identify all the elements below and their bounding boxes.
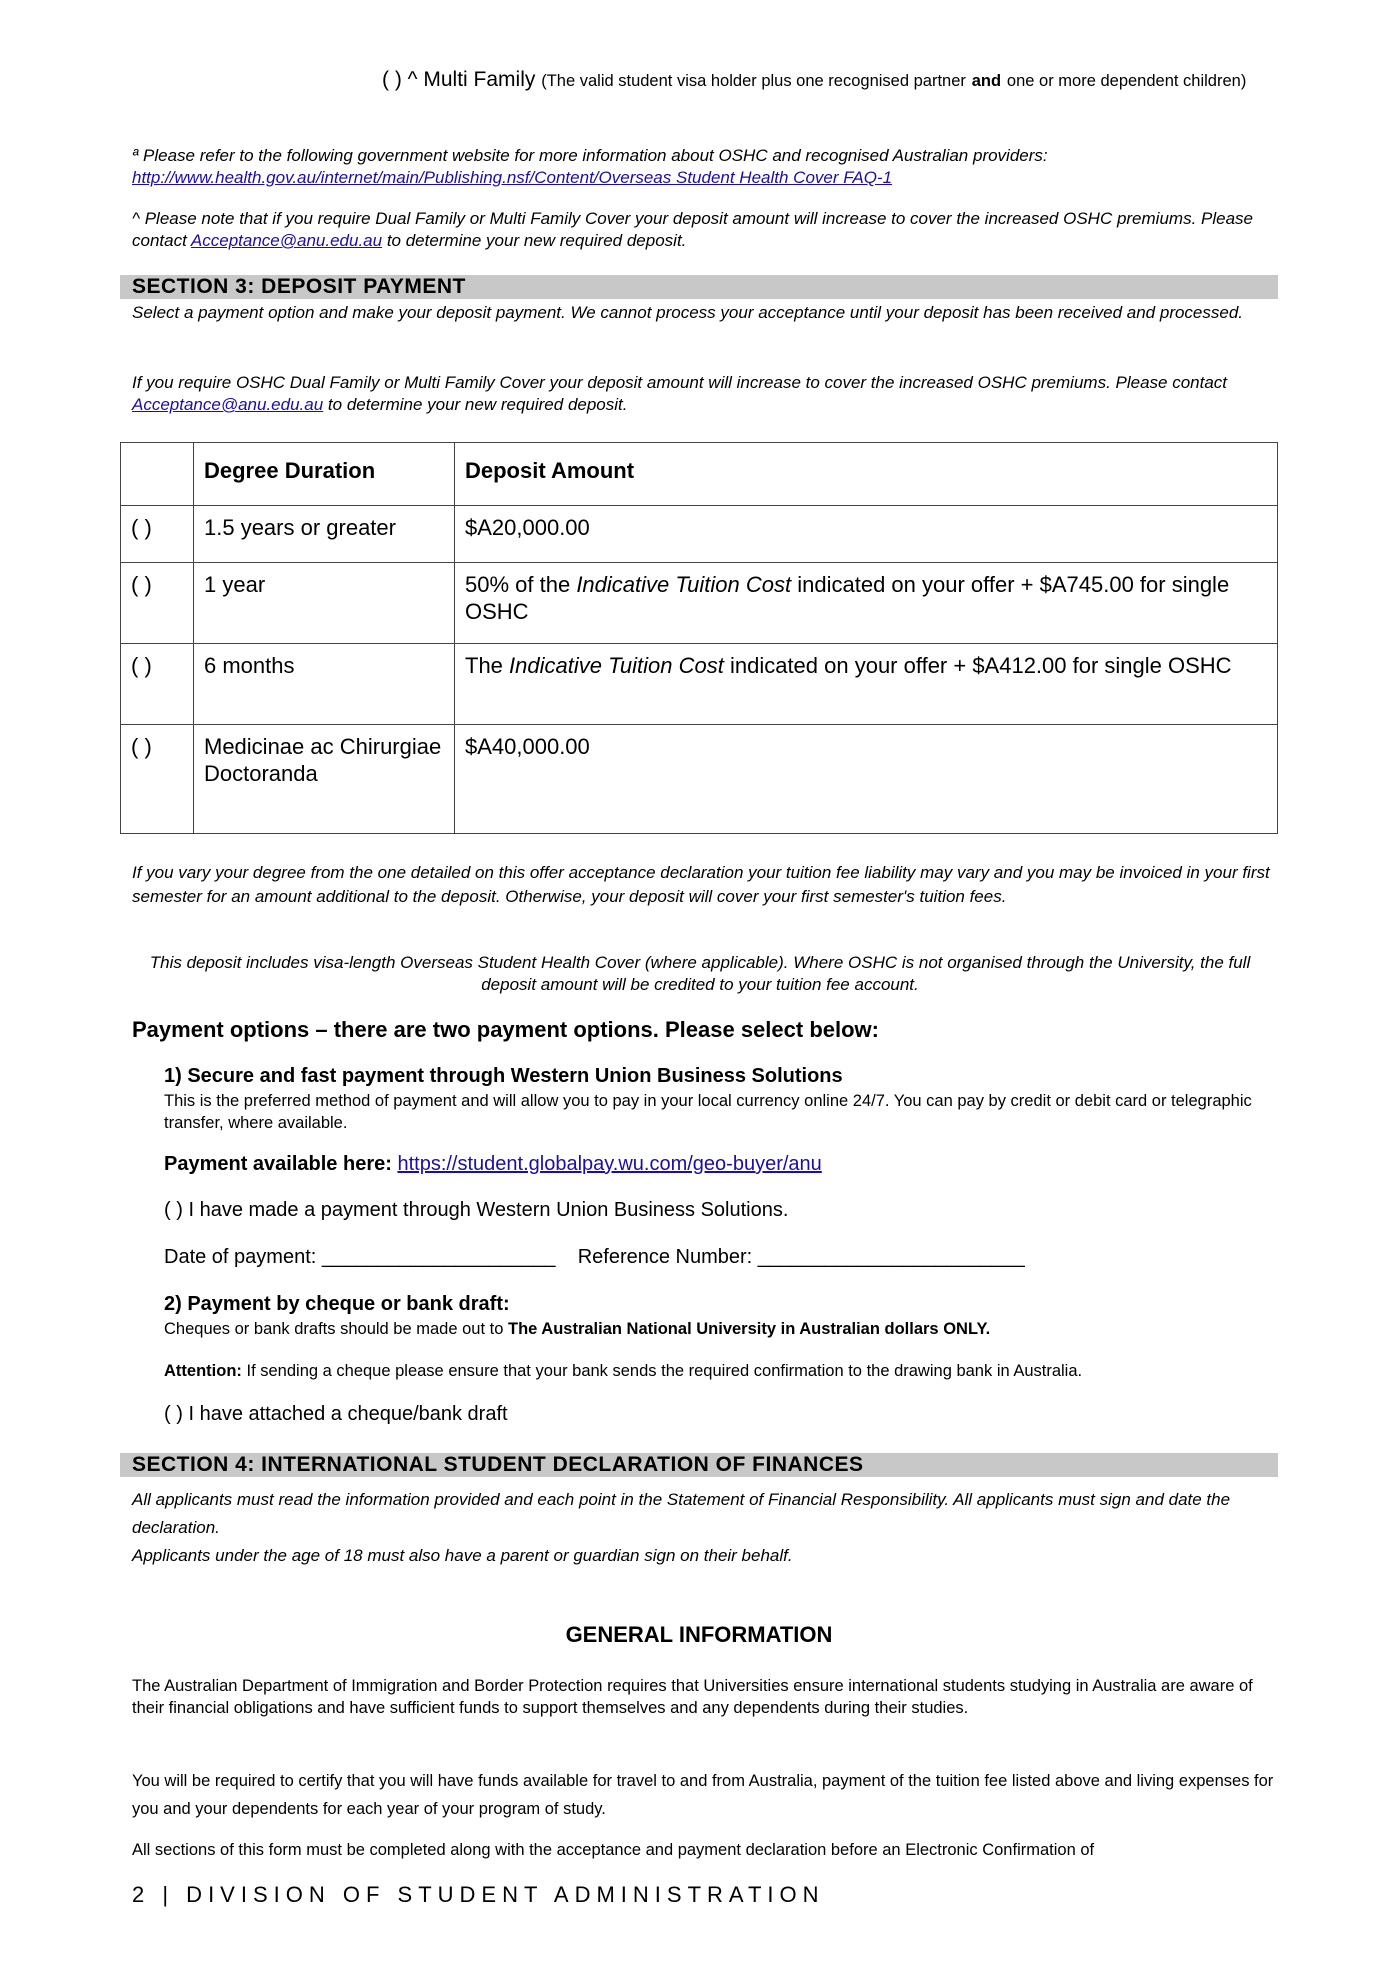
western-union-check-line [164, 1199, 788, 1222]
reference-number-label: Reference Number: [577, 1246, 753, 1268]
cheque-check-line [164, 1403, 508, 1426]
multi-family-label: ^ Multi Family [407, 68, 536, 91]
cheque-check-label: I have attached a cheque/bank draft [188, 1403, 508, 1425]
option-2-desc-bold: The Australian National University in Australian dollars ONLY. [507, 1320, 991, 1338]
deposit-table-header [121, 443, 1278, 506]
western-union-check-label: I have made a payment through Western Union Business Solutions. [188, 1199, 789, 1221]
deposit-table [120, 442, 1278, 834]
attention-note [164, 1360, 1264, 1382]
family-cover-note-text: ^ Please note that if you require Dual Family or Multi Family Cover your deposit amount will increase to cover the increased OSHC premiums. Please contact [132, 209, 1253, 250]
table-row [121, 506, 1278, 563]
general-information-heading: GENERAL INFORMATION [565, 1622, 833, 1647]
multi-family-checkbox[interactable]: ( ) [382, 68, 402, 91]
option-1-desc: This is the preferred method of payment and will allow you to pay in your local currency online 24/7. You can pay by credit or debit card or telegraphic transfer, where available. [164, 1092, 1252, 1132]
general-info-p3: All sections of this form must be completed along with the acceptance and payment declaration before an Electronic Confirmation of [132, 1841, 1095, 1859]
row-amount: $A40,000.00 [455, 725, 1278, 834]
general-info-p1: The Australian Department of Immigration and Border Protection requires that Universities ensure international students studying in Australia are aware of their financial obligations and have sufficient funds to support themselves and any dependents during their studies. [132, 1677, 1253, 1717]
row-checkbox[interactable]: ( ) [121, 644, 194, 725]
section-4-p2: Applicants under the age of 18 must also have a parent or guardian sign on their behalf. [132, 1546, 793, 1565]
reference-number-field[interactable]: ________________________ [757, 1246, 1025, 1268]
row-amount: The Indicative Tuition Cost indicated on your offer + $A412.00 for single OSHC [455, 644, 1278, 725]
payment-options-heading: Payment options – there are two payment options. Please select below: [132, 1017, 879, 1042]
oshc-govt-note-text: ª Please refer to the following government website for more information about OSHC and recognised Australian providers: [132, 146, 1048, 165]
western-union-link[interactable]: https://student.globalpay.wu.com/geo-buyer/anu [397, 1153, 822, 1175]
payment-available-label: Payment available here: [164, 1153, 392, 1175]
multi-family-option [382, 68, 1262, 93]
cheque-checkbox[interactable]: ( ) [164, 1403, 183, 1425]
section-4-p1: All applicants must read the information provided and each point in the Statement of Financial Responsibility. All applicants must sign and date the declaration. [132, 1490, 1231, 1537]
row-duration: 1 year [194, 563, 455, 644]
row-duration: Medicinae ac Chirurgiae Doctoranda [194, 725, 455, 834]
payment-details-line [164, 1246, 1025, 1269]
section-3-email-link[interactable]: Acceptance@anu.edu.au [132, 395, 324, 414]
row-duration: 1.5 years or greater [194, 506, 455, 563]
section-4-heading: SECTION 4: INTERNATIONAL STUDENT DECLARATION OF FINANCES [120, 1453, 1278, 1477]
row-checkbox[interactable]: ( ) [121, 563, 194, 644]
row-checkbox[interactable]: ( ) [121, 506, 194, 563]
multi-family-desc2: one or more dependent children) [1006, 72, 1247, 90]
row-checkbox[interactable]: ( ) [121, 725, 194, 834]
vary-degree-note: If you vary your degree from the one detailed on this offer acceptance declaration your tuition fee liability may vary and you may be invoiced in your first semester for an amount additional to the deposit. Otherwise, your deposit will cover your first semester's tuition fees. [132, 863, 1270, 906]
row-amount: $A20,000.00 [455, 506, 1278, 563]
oshc-family-note-text2: to determine your new required deposit. [327, 395, 628, 414]
oshc-govt-note [132, 145, 1282, 189]
option-2-desc [164, 1318, 1264, 1340]
page-footer: 2 | DIVISION OF STUDENT ADMINISTRATION [132, 1882, 825, 1907]
section-3-intro: Select a payment option and make your deposit payment. We cannot process your acceptance until your deposit has been received and processed. [132, 303, 1244, 322]
row-amount: 50% of the Indicative Tuition Cost indicated on your offer + $A745.00 for single OSHC [455, 563, 1278, 644]
header-select [121, 443, 194, 506]
header-deposit-amount: Deposit Amount [455, 443, 1278, 506]
acceptance-email-link[interactable]: Acceptance@anu.edu.au [190, 231, 383, 250]
payment-available-line [164, 1153, 822, 1176]
date-of-payment-field[interactable]: _____________________ [321, 1246, 556, 1268]
table-row [121, 725, 1278, 834]
attention-label: Attention: [164, 1362, 242, 1380]
oshc-govt-link[interactable]: http://www.health.gov.au/internet/main/Publishing.nsf/Content/Overseas Student Health Cover FAQ-1 [132, 168, 893, 187]
oshc-family-note-text: If you require OSHC Dual Family or Multi Family Cover your deposit amount will increase to cover the increased OSHC premiums. Please contact [132, 373, 1228, 392]
family-cover-note [132, 208, 1282, 252]
attention-text: If sending a cheque please ensure that your bank sends the required confirmation to the drawing bank in Australia. [246, 1362, 1083, 1380]
table-row [121, 563, 1278, 644]
table-row [121, 644, 1278, 725]
oshc-family-note [132, 372, 1282, 416]
family-cover-note-text2: to determine your new required deposit. [386, 231, 687, 250]
header-degree-duration: Degree Duration [194, 443, 455, 506]
general-info-p2: You will be required to certify that you will have funds available for travel to and from Australia, payment of the tuition fee listed above and living expenses for you and your dependents for each year of your program of study. [132, 1772, 1274, 1818]
multi-family-and: and [971, 72, 1002, 90]
multi-family-desc: (The valid student visa holder plus one recognised partner [541, 72, 966, 90]
section-3-heading: SECTION 3: DEPOSIT PAYMENT [120, 275, 1278, 299]
option-1-title: 1) Secure and fast payment through Western Union Business Solutions [164, 1065, 843, 1087]
deposit-includes-note: This deposit includes visa-length Overseas Student Health Cover (where applicable). Where OSHC is not organised through the University, the full deposit amount will be credited to your tuition fee account. [149, 953, 1251, 994]
date-of-payment-label: Date of payment: [164, 1246, 317, 1268]
option-2-desc-text: Cheques or bank drafts should be made out to [164, 1320, 504, 1338]
option-2-title: 2) Payment by cheque or bank draft: [164, 1293, 510, 1315]
western-union-checkbox[interactable]: ( ) [164, 1199, 183, 1221]
row-duration: 6 months [194, 644, 455, 725]
